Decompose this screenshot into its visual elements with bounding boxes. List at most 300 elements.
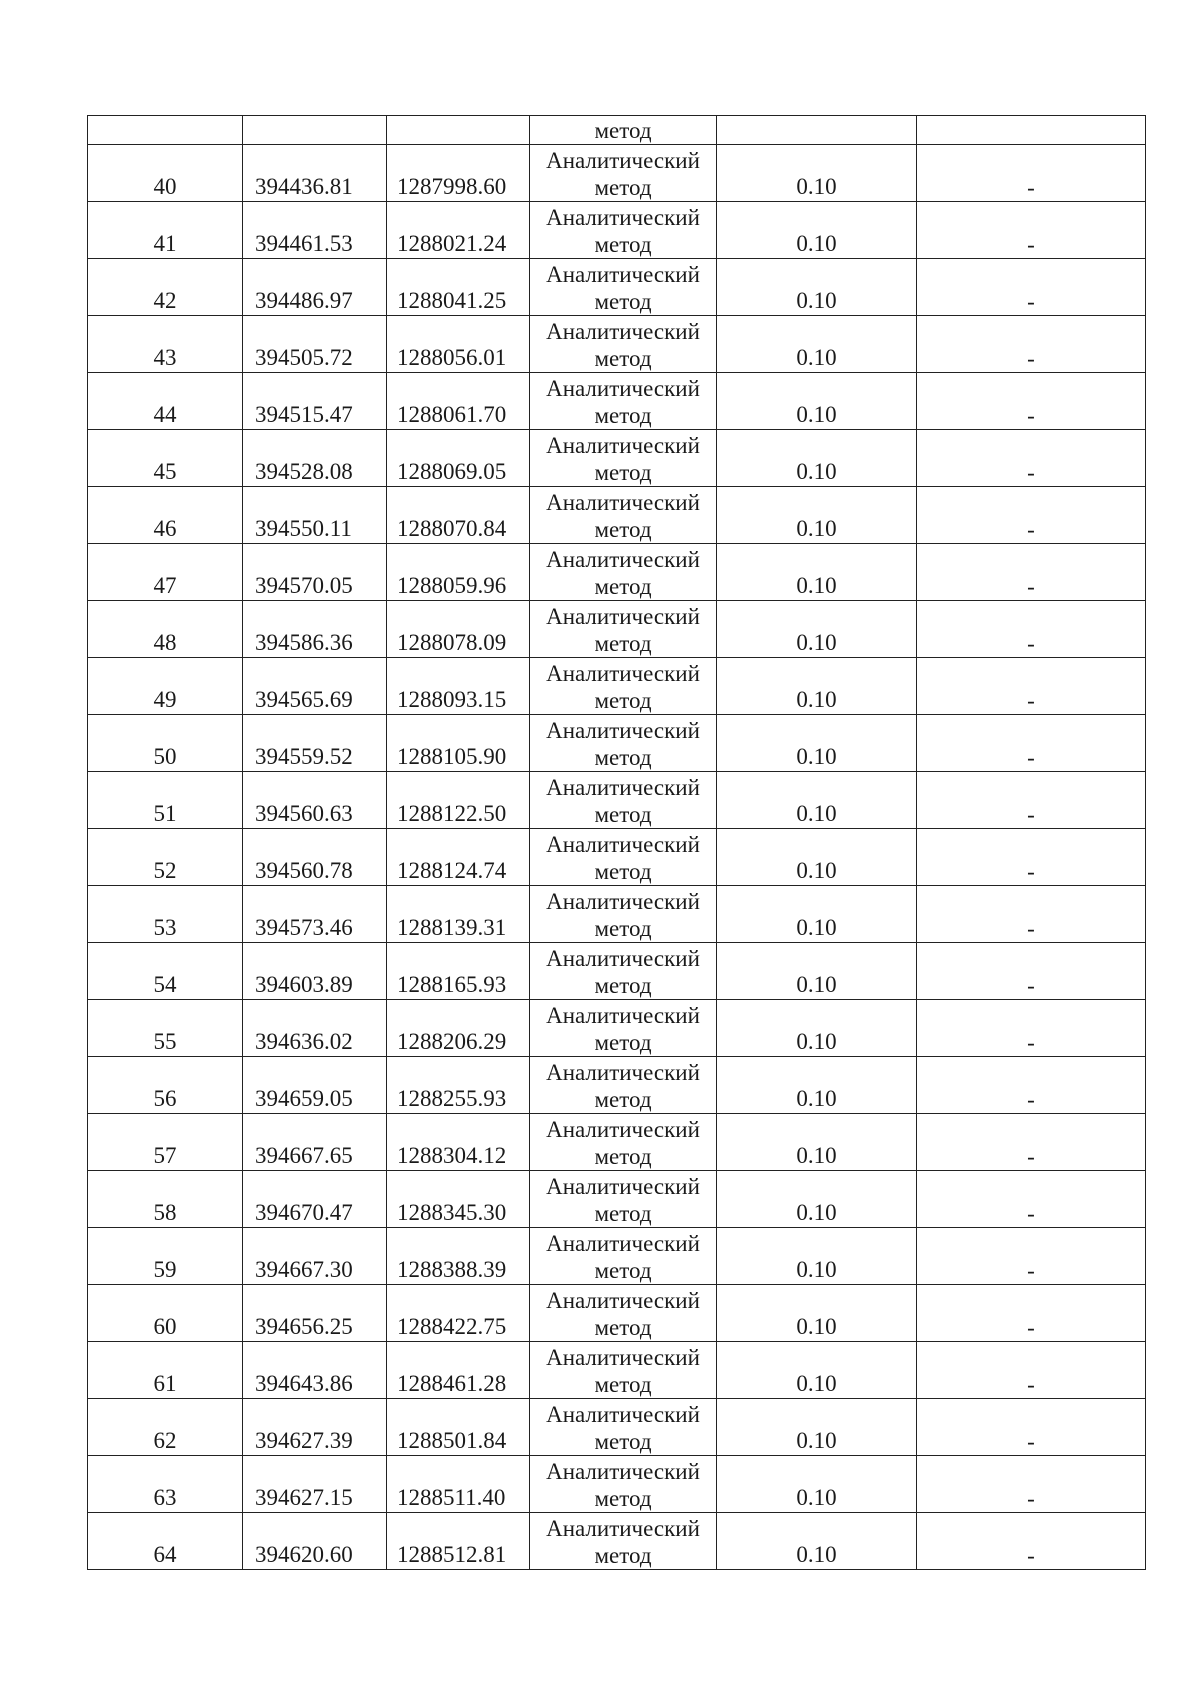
cell-description <box>917 259 1146 316</box>
cell-method <box>530 145 717 202</box>
accuracy-value: 0.10 <box>796 1428 837 1453</box>
accuracy-value: 0.10 <box>796 1257 837 1282</box>
x-coordinate: 394436.81 <box>255 174 353 199</box>
cell-description <box>917 1342 1146 1399</box>
description-value: - <box>1027 1087 1035 1112</box>
y-coordinate: 1288345.30 <box>397 1200 507 1225</box>
cell-accuracy <box>717 886 917 943</box>
cell-accuracy <box>717 316 917 373</box>
method-line-2: метод <box>594 1087 652 1112</box>
y-coordinate: 1288056.01 <box>397 345 507 370</box>
cell-x-coordinate <box>243 116 387 145</box>
table-row <box>88 1456 1146 1513</box>
cell-y-coordinate <box>387 1000 530 1057</box>
method-line-2: метод <box>594 289 652 314</box>
cell-method <box>530 1057 717 1114</box>
cell-method <box>530 1342 717 1399</box>
table-row <box>88 487 1146 544</box>
method-line-1: Аналитический <box>546 490 700 515</box>
method-line-1: Аналитический <box>546 1117 700 1142</box>
y-coordinate: 1288512.81 <box>397 1542 507 1567</box>
cell-description <box>917 487 1146 544</box>
method-line-1: Аналитический <box>546 1402 700 1427</box>
cell-method <box>530 1285 717 1342</box>
cell-point-number <box>88 886 243 943</box>
method-line-1: Аналитический <box>546 604 700 629</box>
cell-description <box>917 1456 1146 1513</box>
x-coordinate: 394461.53 <box>255 231 353 256</box>
accuracy-value: 0.10 <box>796 687 837 712</box>
description-value: - <box>1027 688 1035 713</box>
cell-point-number <box>88 1285 243 1342</box>
point-number: 41 <box>153 231 177 256</box>
point-number: 59 <box>153 1257 177 1282</box>
method-line-2: метод <box>594 688 652 713</box>
cell-accuracy <box>717 1456 917 1513</box>
cell-accuracy <box>717 1513 917 1570</box>
cell-x-coordinate <box>243 1114 387 1171</box>
cell-y-coordinate <box>387 202 530 259</box>
cell-description <box>917 1285 1146 1342</box>
method-line-2: метод <box>594 1030 652 1055</box>
cell-method <box>530 1513 717 1570</box>
x-coordinate: 394670.47 <box>255 1200 353 1225</box>
cell-x-coordinate <box>243 316 387 373</box>
cell-point-number <box>88 601 243 658</box>
cell-x-coordinate <box>243 1171 387 1228</box>
cell-description <box>917 202 1146 259</box>
y-coordinate: 1288041.25 <box>397 288 507 313</box>
x-coordinate: 394560.78 <box>255 858 353 883</box>
cell-y-coordinate <box>387 487 530 544</box>
cell-y-coordinate <box>387 430 530 487</box>
x-coordinate: 394573.46 <box>255 915 353 940</box>
table-row <box>88 1342 1146 1399</box>
cell-method <box>530 1000 717 1057</box>
cell-accuracy <box>717 1114 917 1171</box>
cell-x-coordinate <box>243 772 387 829</box>
description-value: - <box>1027 1258 1035 1283</box>
cell-method <box>530 1171 717 1228</box>
cell-method <box>530 1399 717 1456</box>
cell-x-coordinate <box>243 1342 387 1399</box>
method-line-1: Аналитический <box>546 148 700 173</box>
method-line-1: Аналитический <box>546 262 700 287</box>
accuracy-value: 0.10 <box>796 1029 837 1054</box>
method-line-1: Аналитический <box>546 718 700 743</box>
cell-description <box>917 1000 1146 1057</box>
x-coordinate: 394627.15 <box>255 1485 353 1510</box>
cell-accuracy <box>717 1399 917 1456</box>
cell-point-number <box>88 1456 243 1513</box>
x-coordinate: 394565.69 <box>255 687 353 712</box>
cell-y-coordinate <box>387 772 530 829</box>
method-line-2: метод <box>594 1258 652 1283</box>
description-value: - <box>1027 517 1035 542</box>
cell-y-coordinate <box>387 1399 530 1456</box>
table-row <box>88 658 1146 715</box>
method-line-2: метод <box>594 460 652 485</box>
method-line-1: Аналитический <box>546 1231 700 1256</box>
accuracy-value: 0.10 <box>796 288 837 313</box>
description-value: - <box>1027 1543 1035 1568</box>
cell-x-coordinate <box>243 544 387 601</box>
cell-y-coordinate <box>387 544 530 601</box>
cell-y-coordinate <box>387 1228 530 1285</box>
cell-y-coordinate <box>387 715 530 772</box>
cell-y-coordinate <box>387 886 530 943</box>
accuracy-value: 0.10 <box>796 1485 837 1510</box>
method-line-1: Аналитический <box>546 1003 700 1028</box>
table-row <box>88 1114 1146 1171</box>
point-number: 43 <box>153 345 177 370</box>
cell-x-coordinate <box>243 1228 387 1285</box>
cell-x-coordinate <box>243 1057 387 1114</box>
x-coordinate: 394667.65 <box>255 1143 353 1168</box>
x-coordinate: 394560.63 <box>255 801 353 826</box>
point-number: 42 <box>153 288 177 313</box>
cell-point-number <box>88 544 243 601</box>
cell-y-coordinate <box>387 1057 530 1114</box>
cell-accuracy <box>717 1228 917 1285</box>
cell-accuracy <box>717 1285 917 1342</box>
cell-point-number <box>88 259 243 316</box>
cell-y-coordinate <box>387 373 530 430</box>
point-number: 50 <box>153 744 177 769</box>
cell-description <box>917 1171 1146 1228</box>
point-number: 40 <box>153 174 177 199</box>
cell-point-number <box>88 658 243 715</box>
method-line-1: Аналитический <box>546 1516 700 1541</box>
cell-accuracy <box>717 1342 917 1399</box>
accuracy-value: 0.10 <box>796 1314 837 1339</box>
x-coordinate: 394486.97 <box>255 288 353 313</box>
cell-method <box>530 544 717 601</box>
cell-point-number <box>88 1114 243 1171</box>
method-line-1: Аналитический <box>546 1459 700 1484</box>
cell-accuracy <box>717 1057 917 1114</box>
y-coordinate: 1288461.28 <box>397 1371 507 1396</box>
cell-x-coordinate <box>243 1399 387 1456</box>
accuracy-value: 0.10 <box>796 1086 837 1111</box>
y-coordinate: 1288165.93 <box>397 972 507 997</box>
cell-point-number <box>88 715 243 772</box>
cell-point-number <box>88 1342 243 1399</box>
cell-point-number <box>88 1000 243 1057</box>
description-value: - <box>1027 574 1035 599</box>
method-line-2: метод <box>594 1372 652 1397</box>
accuracy-value: 0.10 <box>796 573 837 598</box>
method-line-2: метод <box>594 1201 652 1226</box>
method-line-1: Аналитический <box>546 832 700 857</box>
cell-y-coordinate <box>387 1285 530 1342</box>
point-number: 54 <box>153 972 177 997</box>
table-row <box>88 601 1146 658</box>
method-line-2: метод <box>594 973 652 998</box>
cell-x-coordinate <box>243 829 387 886</box>
continuation-row <box>88 116 1146 145</box>
y-coordinate: 1288059.96 <box>397 573 507 598</box>
point-number: 56 <box>153 1086 177 1111</box>
method-line-1: Аналитический <box>546 319 700 344</box>
y-coordinate: 1288422.75 <box>397 1314 507 1339</box>
method-line-2: метод <box>594 175 652 200</box>
cell-description <box>917 829 1146 886</box>
cell-accuracy <box>717 145 917 202</box>
cell-description <box>917 1057 1146 1114</box>
y-coordinate: 1288511.40 <box>397 1485 506 1510</box>
x-coordinate: 394570.05 <box>255 573 353 598</box>
cell-x-coordinate <box>243 430 387 487</box>
cell-point-number <box>88 1171 243 1228</box>
table-row <box>88 829 1146 886</box>
y-coordinate: 1288093.15 <box>397 687 507 712</box>
accuracy-value: 0.10 <box>796 915 837 940</box>
method-line-1: Аналитический <box>546 1174 700 1199</box>
description-value: - <box>1027 802 1035 827</box>
cell-x-coordinate <box>243 1513 387 1570</box>
point-number: 51 <box>153 801 177 826</box>
point-number: 63 <box>153 1485 177 1510</box>
cell-point-number <box>88 1228 243 1285</box>
method-line-1: Аналитический <box>546 547 700 572</box>
cell-x-coordinate <box>243 202 387 259</box>
cell-point-number <box>88 116 243 145</box>
cell-method <box>530 886 717 943</box>
point-number: 55 <box>153 1029 177 1054</box>
cell-y-coordinate <box>387 943 530 1000</box>
accuracy-value: 0.10 <box>796 972 837 997</box>
point-number: 44 <box>153 402 177 427</box>
method-line-2: метод <box>594 1315 652 1340</box>
y-coordinate: 1288021.24 <box>397 231 507 256</box>
cell-description <box>917 1114 1146 1171</box>
cell-description <box>917 145 1146 202</box>
x-coordinate: 394620.60 <box>255 1542 353 1567</box>
description-value: - <box>1027 403 1035 428</box>
method-line-1: Аналитический <box>546 946 700 971</box>
cell-method <box>530 430 717 487</box>
method-line-2: метод <box>594 859 652 884</box>
cell-description <box>917 116 1146 145</box>
cell-accuracy <box>717 658 917 715</box>
accuracy-value: 0.10 <box>796 1371 837 1396</box>
x-coordinate: 394586.36 <box>255 630 353 655</box>
point-number: 62 <box>153 1428 177 1453</box>
description-value: - <box>1027 859 1035 884</box>
method-line-1: Аналитический <box>546 889 700 914</box>
method-line-2: метод <box>594 403 652 428</box>
table-row <box>88 202 1146 259</box>
cell-accuracy <box>717 373 917 430</box>
cell-point-number <box>88 772 243 829</box>
cell-method <box>530 715 717 772</box>
y-coordinate: 1287998.60 <box>397 174 507 199</box>
cell-point-number <box>88 1399 243 1456</box>
method-line-2: метод <box>594 916 652 941</box>
table-row <box>88 943 1146 1000</box>
cell-accuracy <box>717 1171 917 1228</box>
x-coordinate: 394636.02 <box>255 1029 353 1054</box>
y-coordinate: 1288122.50 <box>397 801 507 826</box>
x-coordinate: 394667.30 <box>255 1257 353 1282</box>
cell-x-coordinate <box>243 886 387 943</box>
cell-x-coordinate <box>243 715 387 772</box>
table-row <box>88 1057 1146 1114</box>
coordinates-table-body <box>88 116 1146 1570</box>
method-line-1: Аналитический <box>546 1060 700 1085</box>
y-coordinate: 1288139.31 <box>397 915 507 940</box>
method-line-1: Аналитический <box>546 775 700 800</box>
cell-description <box>917 943 1146 1000</box>
accuracy-value: 0.10 <box>796 402 837 427</box>
cell-method <box>530 772 717 829</box>
cell-description <box>917 601 1146 658</box>
cell-y-coordinate <box>387 1456 530 1513</box>
cell-accuracy <box>717 487 917 544</box>
table-row <box>88 544 1146 601</box>
accuracy-value: 0.10 <box>796 801 837 826</box>
cell-method <box>530 316 717 373</box>
point-number: 45 <box>153 459 177 484</box>
method-line-2: метод <box>594 346 652 371</box>
table-row <box>88 316 1146 373</box>
method-text-tail: метод <box>594 118 652 143</box>
accuracy-value: 0.10 <box>796 231 837 256</box>
accuracy-value: 0.10 <box>796 744 837 769</box>
y-coordinate: 1288061.70 <box>397 402 507 427</box>
description-value: - <box>1027 1144 1035 1169</box>
table-row <box>88 145 1146 202</box>
cell-x-coordinate <box>243 658 387 715</box>
cell-y-coordinate <box>387 658 530 715</box>
cell-description <box>917 772 1146 829</box>
method-line-2: метод <box>594 1543 652 1568</box>
cell-y-coordinate <box>387 145 530 202</box>
description-value: - <box>1027 1429 1035 1454</box>
table-row <box>88 772 1146 829</box>
y-coordinate: 1288388.39 <box>397 1257 507 1282</box>
cell-y-coordinate <box>387 316 530 373</box>
accuracy-value: 0.10 <box>796 516 837 541</box>
cell-accuracy <box>717 259 917 316</box>
cell-point-number <box>88 1057 243 1114</box>
cell-description <box>917 1513 1146 1570</box>
cell-accuracy <box>717 943 917 1000</box>
method-line-2: метод <box>594 802 652 827</box>
table-row <box>88 373 1146 430</box>
cell-description <box>917 430 1146 487</box>
cell-accuracy <box>717 430 917 487</box>
description-value: - <box>1027 631 1035 656</box>
cell-x-coordinate <box>243 1000 387 1057</box>
method-line-2: метод <box>594 517 652 542</box>
table-row <box>88 1000 1146 1057</box>
point-number: 57 <box>153 1143 177 1168</box>
table-row <box>88 1399 1146 1456</box>
y-coordinate: 1288124.74 <box>397 858 507 883</box>
cell-point-number <box>88 145 243 202</box>
x-coordinate: 394528.08 <box>255 459 353 484</box>
cell-accuracy <box>717 116 917 145</box>
cell-method <box>530 658 717 715</box>
y-coordinate: 1288070.84 <box>397 516 507 541</box>
cell-point-number <box>88 373 243 430</box>
y-coordinate: 1288304.12 <box>397 1143 507 1168</box>
table-row <box>88 886 1146 943</box>
x-coordinate: 394505.72 <box>255 345 353 370</box>
cell-x-coordinate <box>243 373 387 430</box>
accuracy-value: 0.10 <box>796 1200 837 1225</box>
cell-method <box>530 943 717 1000</box>
method-line-1: Аналитический <box>546 376 700 401</box>
point-number: 61 <box>153 1371 177 1396</box>
cell-description <box>917 544 1146 601</box>
y-coordinate: 1288501.84 <box>397 1428 507 1453</box>
cell-x-coordinate <box>243 487 387 544</box>
method-line-1: Аналитический <box>546 433 700 458</box>
accuracy-value: 0.10 <box>796 174 837 199</box>
cell-method <box>530 487 717 544</box>
cell-point-number <box>88 430 243 487</box>
cell-method <box>530 1114 717 1171</box>
accuracy-value: 0.10 <box>796 630 837 655</box>
accuracy-value: 0.10 <box>796 858 837 883</box>
cell-y-coordinate <box>387 259 530 316</box>
x-coordinate: 394643.86 <box>255 1371 353 1396</box>
point-number: 47 <box>153 573 177 598</box>
method-line-2: метод <box>594 1486 652 1511</box>
cell-description <box>917 1399 1146 1456</box>
cell-y-coordinate <box>387 1513 530 1570</box>
accuracy-value: 0.10 <box>796 1143 837 1168</box>
accuracy-value: 0.10 <box>796 459 837 484</box>
cell-point-number <box>88 943 243 1000</box>
table-row <box>88 259 1146 316</box>
description-value: - <box>1027 232 1035 257</box>
method-line-2: метод <box>594 745 652 770</box>
description-value: - <box>1027 346 1035 371</box>
y-coordinate: 1288105.90 <box>397 744 507 769</box>
point-number: 58 <box>153 1200 177 1225</box>
cell-accuracy <box>717 202 917 259</box>
cell-accuracy <box>717 544 917 601</box>
y-coordinate: 1288206.29 <box>397 1029 507 1054</box>
y-coordinate: 1288069.05 <box>397 459 507 484</box>
cell-y-coordinate <box>387 601 530 658</box>
cell-method <box>530 1456 717 1513</box>
table-row <box>88 1171 1146 1228</box>
table-row <box>88 1513 1146 1570</box>
x-coordinate: 394659.05 <box>255 1086 353 1111</box>
cell-method <box>530 373 717 430</box>
x-coordinate: 394656.25 <box>255 1314 353 1339</box>
cell-x-coordinate <box>243 145 387 202</box>
description-value: - <box>1027 1201 1035 1226</box>
y-coordinate: 1288078.09 <box>397 630 507 655</box>
method-line-1: Аналитический <box>546 661 700 686</box>
cell-x-coordinate <box>243 601 387 658</box>
method-line-2: метод <box>594 631 652 656</box>
cell-method <box>530 1228 717 1285</box>
cell-method <box>530 259 717 316</box>
cell-accuracy <box>717 601 917 658</box>
description-value: - <box>1027 1372 1035 1397</box>
method-line-2: метод <box>594 1429 652 1454</box>
description-value: - <box>1027 745 1035 770</box>
cell-method <box>530 601 717 658</box>
accuracy-value: 0.10 <box>796 345 837 370</box>
